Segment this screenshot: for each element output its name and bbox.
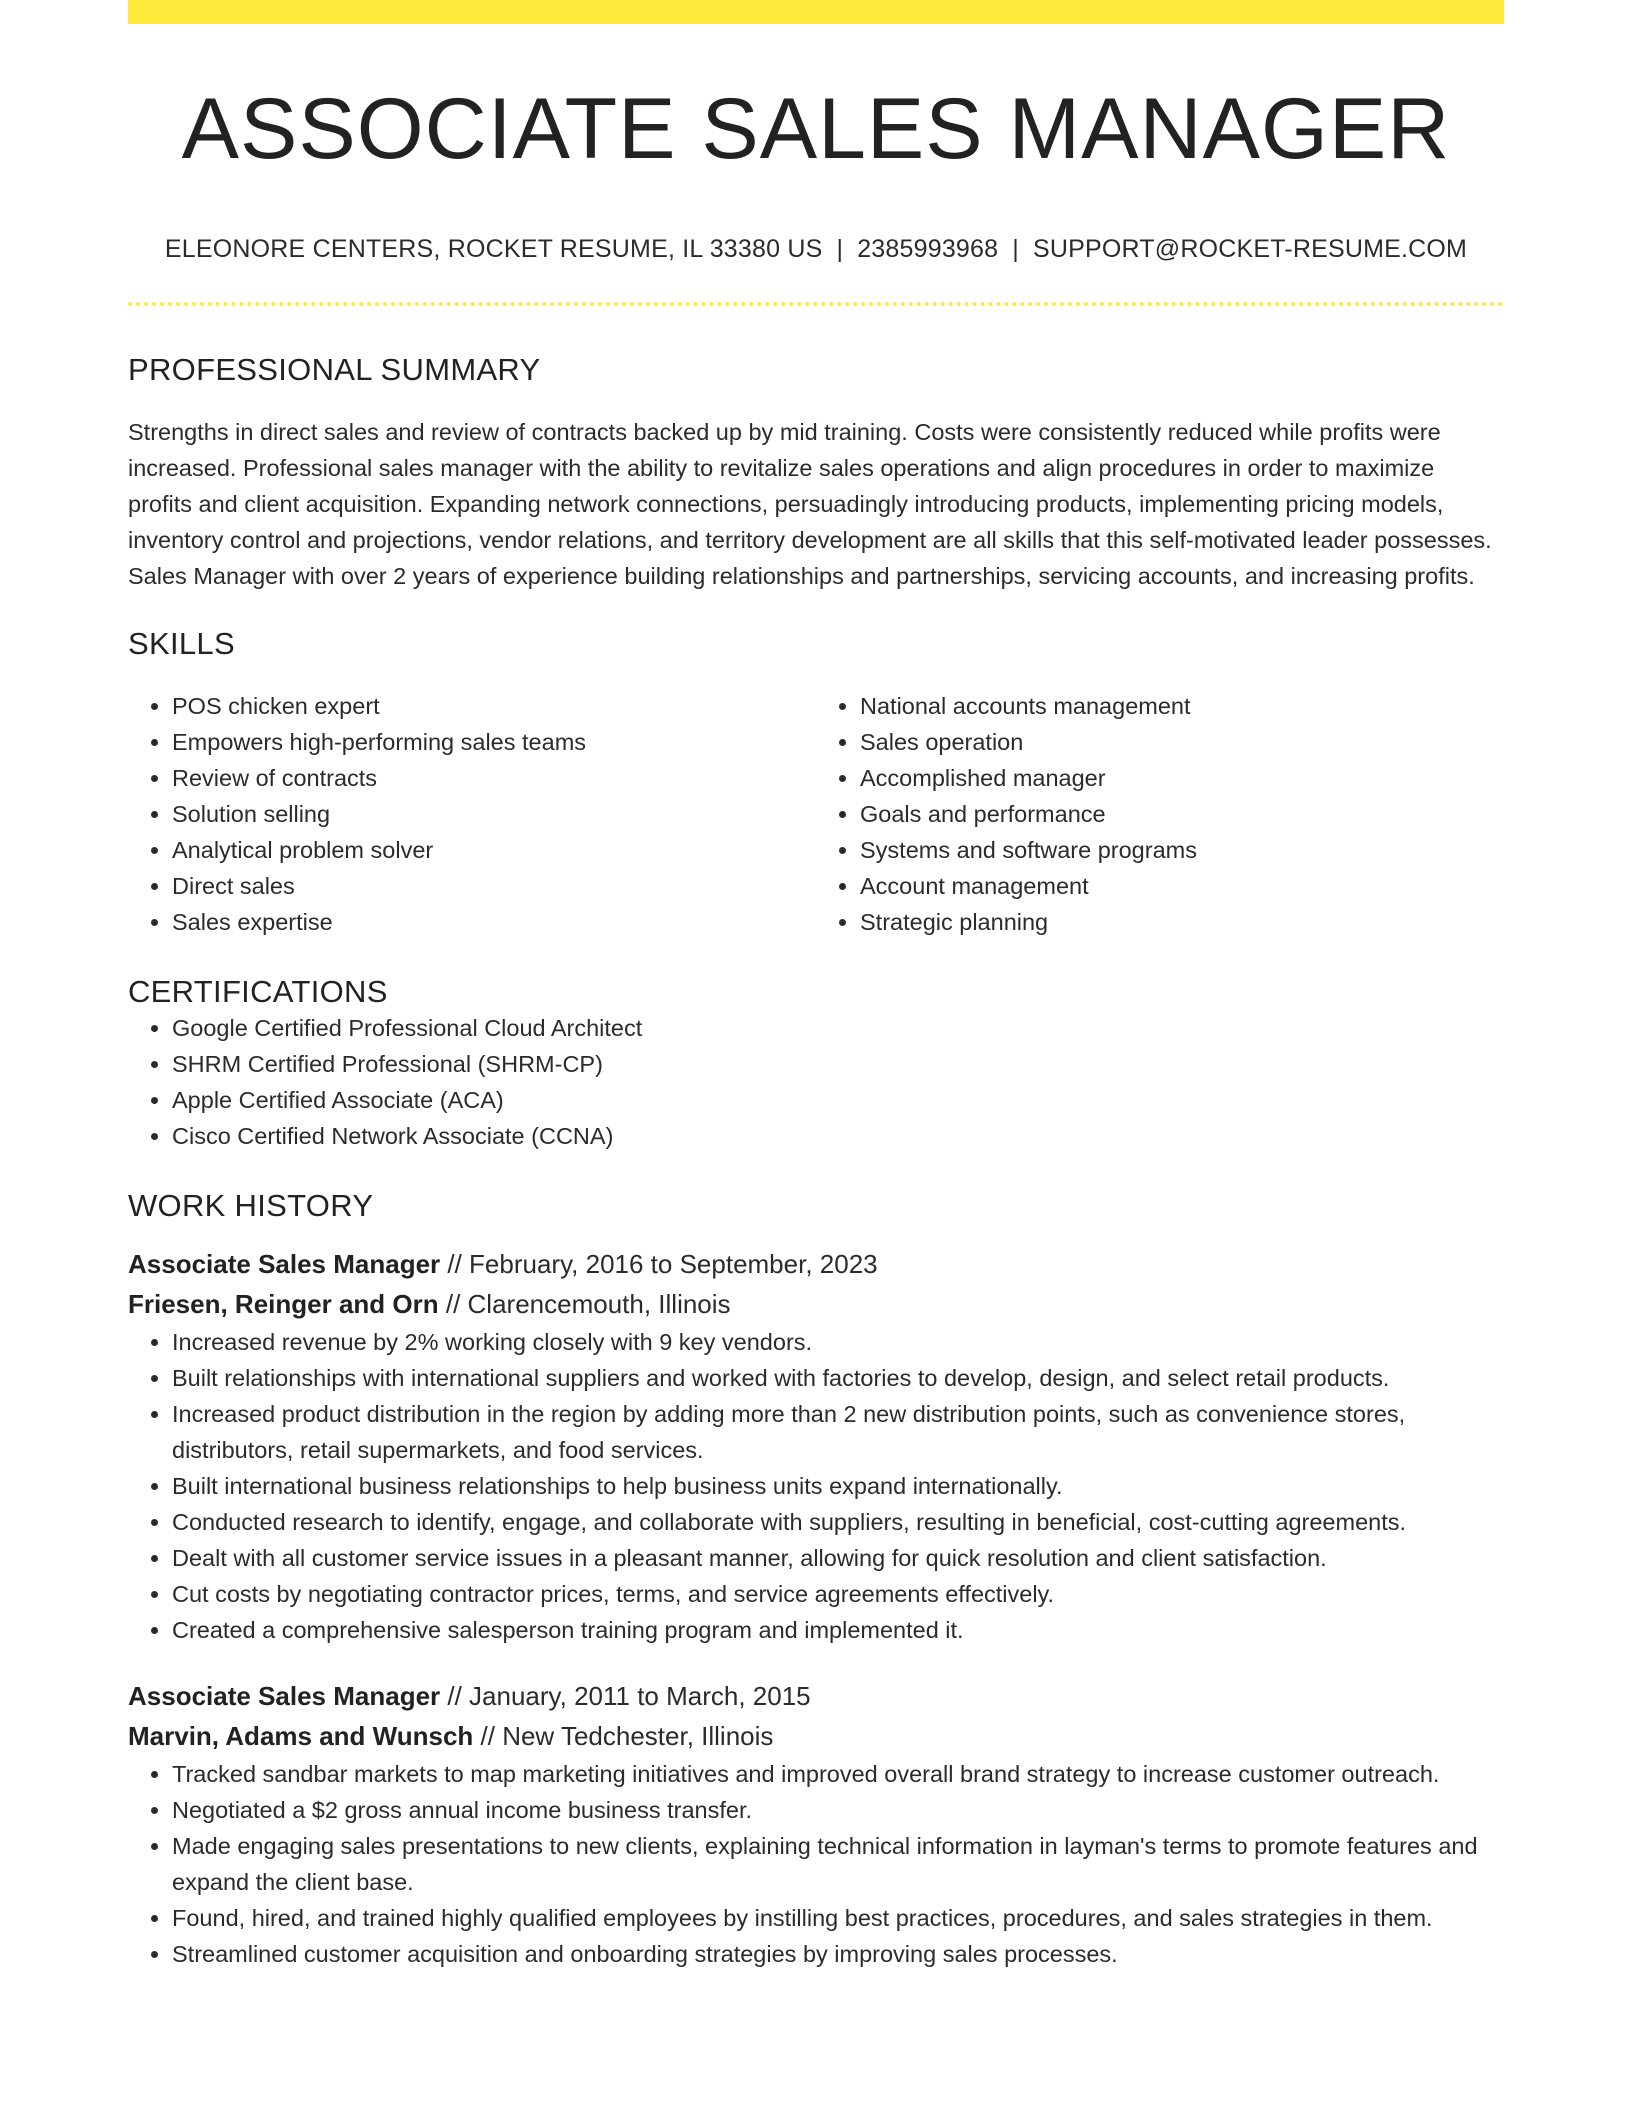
- skill-item: • Sales operation: [860, 724, 1504, 760]
- skill-item: • Analytical problem solver: [172, 832, 816, 868]
- job-bullet: • Increased revenue by 2% working closely with 9 key vendors.: [172, 1324, 1504, 1360]
- accent-top-bar: [128, 0, 1504, 24]
- summary-text: Strengths in direct sales and review of contracts backed up by mid training. Costs were consistently reduced while profits were increased. Professional sales manager with the ability to revitalize sales operations and align procedures in order to maximize profits and client acquisition. Expanding network connections, persuadingly introducing products, implementing pricing models, inventory control and projections, vendor relations, and territory development are all skills that this self-motivated leader possesses. Sales Manager with over 2 years of experience building relationships and partnerships, servicing accounts, and increasing profits.: [128, 418, 1492, 589]
- certification-item: • Apple Certified Associate (ACA): [172, 1082, 1504, 1118]
- skill-item: • Accomplished manager: [860, 760, 1504, 796]
- certification-item: • Cisco Certified Network Associate (CCNA): [172, 1118, 1504, 1154]
- skills-list-left: [128, 688, 816, 940]
- skills-columns: [128, 688, 1504, 940]
- job-bullet: • Dealt with all customer service issues in a pleasant manner, allowing for quick resolution and client satisfaction.: [172, 1540, 1504, 1576]
- skill-item: • POS chicken expert: [172, 688, 816, 724]
- contact-phone[interactable]: 2385993968: [857, 234, 999, 263]
- skill-item: • Sales expertise: [172, 904, 816, 940]
- resume-title: ASSOCIATE SALES MANAGER: [181, 81, 1451, 177]
- job-bullet: • Conducted research to identify, engage, and collaborate with suppliers, resulting in beneficial, cost-cutting agreements.: [172, 1504, 1504, 1540]
- job-dates: // February, 2016 to September, 2023: [440, 1248, 878, 1279]
- certification-item: • Google Certified Professional Cloud Architect: [172, 1010, 1504, 1046]
- job-dates: // January, 2011 to March, 2015: [440, 1680, 811, 1711]
- job-company: Marvin, Adams and Wunsch: [128, 1720, 474, 1751]
- section-title-work-history: WORK HISTORY: [128, 1187, 374, 1223]
- job-role: Associate Sales Manager: [128, 1680, 441, 1711]
- resume-page: [128, 0, 1504, 1972]
- contact-separator: |: [836, 234, 844, 263]
- skill-item: • Strategic planning: [860, 904, 1504, 940]
- job-bullet: • Increased product distribution in the region by adding more than 2 new distribution points, such as convenience stores, distributors, retail supermarkets, and food services.: [172, 1396, 1504, 1468]
- certification-item: • SHRM Certified Professional (SHRM-CP): [172, 1046, 1504, 1082]
- job-bullet: • Created a comprehensive salesperson training program and implemented it.: [172, 1612, 1504, 1648]
- job-bullet: • Found, hired, and trained highly qualified employees by instilling best practices, procedures, and sales strategies in them.: [172, 1900, 1504, 1936]
- job-bullet: • Streamlined customer acquisition and onboarding strategies by improving sales processes.: [172, 1936, 1504, 1972]
- skill-item: • Solution selling: [172, 796, 816, 832]
- skill-item: • Review of contracts: [172, 760, 816, 796]
- contact-address: ELEONORE CENTERS, ROCKET RESUME, IL 33380 US: [164, 234, 823, 263]
- skills-list-right: [816, 688, 1504, 940]
- skill-item: • National accounts management: [860, 688, 1504, 724]
- job-bullets: [128, 1324, 1504, 1648]
- certifications-list: [128, 1010, 1504, 1154]
- job-entry: [128, 1676, 1504, 1972]
- job-role-line: [128, 1244, 1504, 1284]
- dotted-divider: [128, 302, 1504, 306]
- job-company-line: [128, 1284, 1504, 1324]
- section-title-skills: SKILLS: [128, 625, 235, 661]
- job-bullet: • Tracked sandbar markets to map marketing initiatives and improved overall brand strategy to increase customer outreach.: [172, 1756, 1504, 1792]
- section-title-summary: PROFESSIONAL SUMMARY: [128, 351, 541, 387]
- job-bullet: • Cut costs by negotiating contractor prices, terms, and service agreements effectively.: [172, 1576, 1504, 1612]
- job-location: // New Tedchester, Illinois: [473, 1720, 774, 1751]
- job-bullet: • Made engaging sales presentations to new clients, explaining technical information in layman's terms to promote features and expand the client base.: [172, 1828, 1504, 1900]
- skill-item: • Goals and performance: [860, 796, 1504, 832]
- job-role-line: [128, 1676, 1504, 1716]
- contact-separator: |: [1012, 234, 1019, 263]
- job-company-line: [128, 1716, 1504, 1756]
- job-location: // Clarencemouth, Illinois: [438, 1288, 731, 1319]
- job-bullet: • Built relationships with international suppliers and worked with factories to develop, design, and select retail products.: [172, 1360, 1504, 1396]
- skill-item: • Empowers high-performing sales teams: [172, 724, 816, 760]
- skill-item: • Account management: [860, 868, 1504, 904]
- skill-item: • Direct sales: [172, 868, 816, 904]
- contact-email[interactable]: SUPPORT@ROCKET-RESUME.COM: [1032, 234, 1468, 263]
- job-company: Friesen, Reinger and Orn: [128, 1288, 439, 1319]
- job-bullets: [128, 1756, 1504, 1972]
- job-role: Associate Sales Manager: [128, 1248, 441, 1279]
- job-bullet: • Built international business relationships to help business units expand internationally.: [172, 1468, 1504, 1504]
- contact-line: [128, 235, 1504, 264]
- skill-item: • Systems and software programs: [860, 832, 1504, 868]
- job-entry: [128, 1244, 1504, 1648]
- section-title-certifications: CERTIFICATIONS: [128, 973, 388, 1009]
- job-bullet: • Negotiated a $2 gross annual income business transfer.: [172, 1792, 1504, 1828]
